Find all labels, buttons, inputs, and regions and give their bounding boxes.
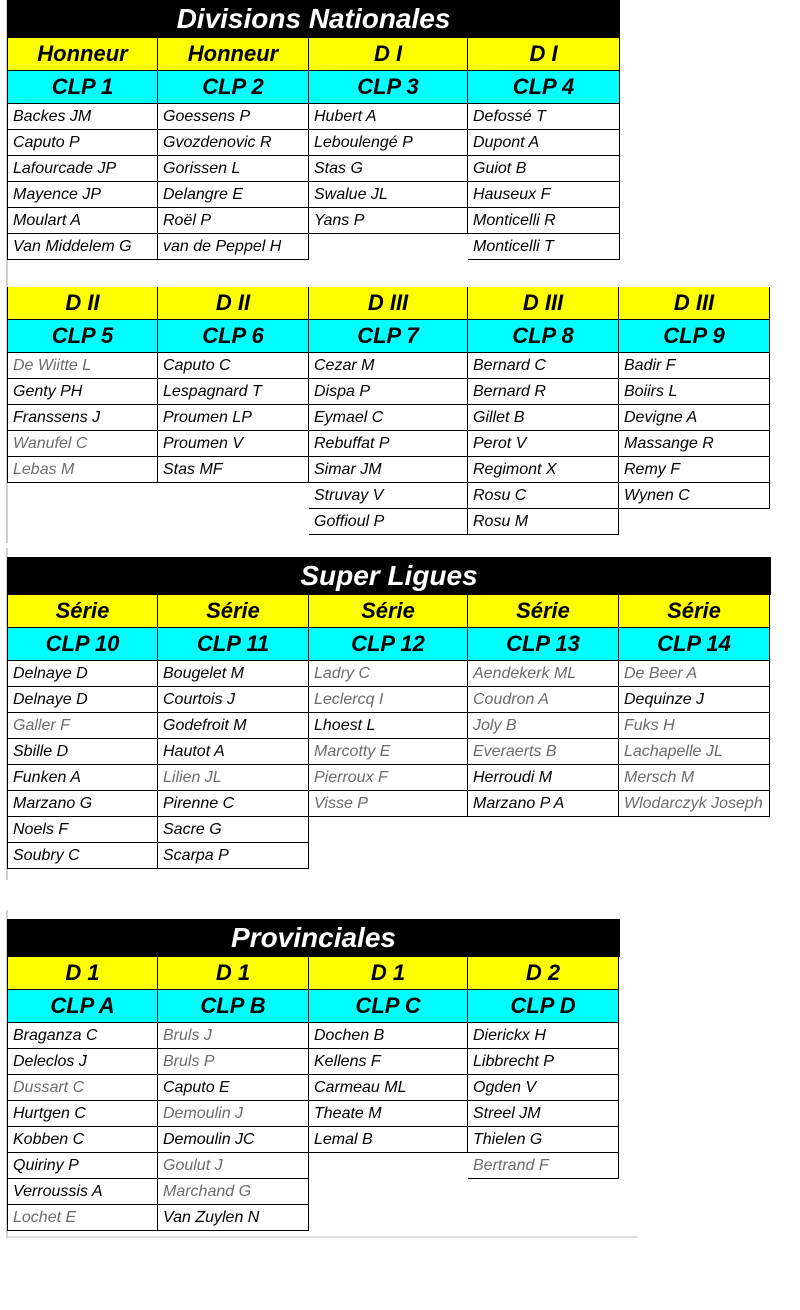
player-name: Sacre G bbox=[158, 817, 309, 843]
player-name: Streel JM bbox=[468, 1101, 619, 1127]
player-name: Marchand G bbox=[158, 1179, 309, 1205]
clp-header-row bbox=[7, 320, 770, 353]
player-name: Stas G bbox=[309, 156, 468, 182]
player-name: Herroudi M bbox=[468, 765, 619, 791]
section-title: Super Ligues bbox=[7, 557, 771, 595]
player-name: Franssens J bbox=[7, 405, 158, 431]
division-level-cell: D III bbox=[619, 287, 770, 320]
division-level-cell: D I bbox=[309, 38, 468, 71]
names-body bbox=[7, 104, 620, 260]
names-column bbox=[158, 353, 309, 483]
player-name: Wlodarczyk Joseph bbox=[619, 791, 770, 817]
section-title: Divisions Nationales bbox=[7, 0, 620, 38]
names-body bbox=[7, 1023, 620, 1231]
division-level-cell: Honneur bbox=[158, 38, 309, 71]
level-header-row bbox=[7, 287, 770, 320]
division-level-cell: D 1 bbox=[309, 957, 468, 990]
division-level-cell: Série bbox=[158, 595, 309, 628]
names-column bbox=[468, 353, 619, 535]
player-name: Defossé T bbox=[468, 104, 620, 130]
names-column bbox=[158, 1023, 309, 1231]
player-name: Bruls J bbox=[158, 1023, 309, 1049]
player-name: Caputo P bbox=[7, 130, 158, 156]
player-name: Boiirs L bbox=[619, 379, 770, 405]
clp-header-row bbox=[7, 990, 620, 1023]
player-name: Theate M bbox=[309, 1101, 468, 1127]
player-name: Dussart C bbox=[7, 1075, 158, 1101]
player-name: Van Middelem G bbox=[7, 234, 158, 260]
clp-cell: CLP A bbox=[7, 990, 158, 1023]
player-name: Bernard R bbox=[468, 379, 619, 405]
player-name: Stas MF bbox=[158, 457, 309, 483]
division-level-cell: D II bbox=[158, 287, 309, 320]
player-name: Wanufel C bbox=[7, 431, 158, 457]
section-provinciales bbox=[7, 919, 620, 1231]
player-name: Lochet E bbox=[7, 1205, 158, 1231]
division-level-cell: Honneur bbox=[7, 38, 158, 71]
clp-cell: CLP 10 bbox=[7, 628, 158, 661]
player-name: Marzano P A bbox=[468, 791, 619, 817]
clp-cell: CLP C bbox=[309, 990, 468, 1023]
player-name: Verroussis A bbox=[7, 1179, 158, 1205]
player-name: Gorissen L bbox=[158, 156, 309, 182]
section-divisions-nationales bbox=[7, 0, 620, 260]
player-name: Dupont A bbox=[468, 130, 620, 156]
player-name: Bruls P bbox=[158, 1049, 309, 1075]
player-name: Rosu M bbox=[468, 509, 619, 535]
names-column bbox=[468, 104, 620, 260]
clp-cell: CLP 1 bbox=[7, 71, 158, 104]
names-column bbox=[7, 1023, 158, 1231]
player-name: Wynen C bbox=[619, 483, 770, 509]
player-name: Regimont X bbox=[468, 457, 619, 483]
names-column bbox=[7, 353, 158, 483]
section-super-ligues bbox=[7, 557, 771, 869]
player-name: Eymael C bbox=[309, 405, 468, 431]
player-name: Hauseux F bbox=[468, 182, 620, 208]
player-name: Coudron A bbox=[468, 687, 619, 713]
player-name: Badir F bbox=[619, 353, 770, 379]
player-name: Bernard C bbox=[468, 353, 619, 379]
player-name: Marzano G bbox=[7, 791, 158, 817]
player-name: Hurtgen C bbox=[7, 1101, 158, 1127]
player-name: Struvay V bbox=[309, 483, 468, 509]
player-name: Rebuffat P bbox=[309, 431, 468, 457]
player-name: Dochen B bbox=[309, 1023, 468, 1049]
player-name: Leclercq I bbox=[309, 687, 468, 713]
player-name: Roël P bbox=[158, 208, 309, 234]
player-name: Delnaye D bbox=[7, 687, 158, 713]
names-column bbox=[7, 104, 158, 260]
player-name: Godefroit M bbox=[158, 713, 309, 739]
player-name: Cezar M bbox=[309, 353, 468, 379]
clp-header-row bbox=[7, 628, 771, 661]
clp-cell: CLP D bbox=[468, 990, 619, 1023]
division-level-cell: D I bbox=[468, 38, 620, 71]
player-name: Lhoest L bbox=[309, 713, 468, 739]
player-name: Aendekerk ML bbox=[468, 661, 619, 687]
player-name: Simar JM bbox=[309, 457, 468, 483]
player-name: Mayence JP bbox=[7, 182, 158, 208]
names-column bbox=[7, 661, 158, 869]
player-name: Quiriny P bbox=[7, 1153, 158, 1179]
player-name: Lemal B bbox=[309, 1127, 468, 1153]
names-column bbox=[309, 661, 468, 817]
clp-header-row bbox=[7, 71, 620, 104]
section-divisions-nationales-2 bbox=[7, 287, 770, 535]
names-column bbox=[158, 104, 309, 260]
names-column bbox=[309, 104, 468, 234]
player-name: Leboulengé P bbox=[309, 130, 468, 156]
player-name: Kellens F bbox=[309, 1049, 468, 1075]
clp-cell: CLP 4 bbox=[468, 71, 620, 104]
division-level-cell: D III bbox=[468, 287, 619, 320]
player-name: Dispa P bbox=[309, 379, 468, 405]
player-name: Caputo C bbox=[158, 353, 309, 379]
clp-cell: CLP 9 bbox=[619, 320, 770, 353]
names-column bbox=[309, 353, 468, 535]
player-name: Bertrand F bbox=[468, 1153, 619, 1179]
names-body bbox=[7, 353, 770, 535]
division-level-cell: Série bbox=[309, 595, 468, 628]
player-name: Noels F bbox=[7, 817, 158, 843]
player-name: Rosu C bbox=[468, 483, 619, 509]
player-name: Ladry C bbox=[309, 661, 468, 687]
player-name: Scarpa P bbox=[158, 843, 309, 869]
names-column bbox=[468, 1023, 619, 1179]
player-name: Visse P bbox=[309, 791, 468, 817]
player-name: Moulart A bbox=[7, 208, 158, 234]
player-name: Lachapelle JL bbox=[619, 739, 770, 765]
player-name: Joly B bbox=[468, 713, 619, 739]
player-name: Monticelli R bbox=[468, 208, 620, 234]
player-name: Carmeau ML bbox=[309, 1075, 468, 1101]
player-name: Swalue JL bbox=[309, 182, 468, 208]
player-name: van de Peppel H bbox=[158, 234, 309, 260]
clp-cell: CLP 11 bbox=[158, 628, 309, 661]
player-name: De Wiitte L bbox=[7, 353, 158, 379]
clp-cell: CLP 3 bbox=[309, 71, 468, 104]
player-name: Bougelet M bbox=[158, 661, 309, 687]
division-level-cell: D 1 bbox=[158, 957, 309, 990]
player-name: Braganza C bbox=[7, 1023, 158, 1049]
player-name: Guiot B bbox=[468, 156, 620, 182]
player-name: Dequinze J bbox=[619, 687, 770, 713]
player-name: Caputo E bbox=[158, 1075, 309, 1101]
player-name: Galler F bbox=[7, 713, 158, 739]
player-name: Funken A bbox=[7, 765, 158, 791]
player-name: Demoulin J bbox=[158, 1101, 309, 1127]
clp-cell: CLP 8 bbox=[468, 320, 619, 353]
player-name: Monticelli T bbox=[468, 234, 620, 260]
player-name: Lebas M bbox=[7, 457, 158, 483]
level-header-row bbox=[7, 957, 620, 990]
player-name: Delnaye D bbox=[7, 661, 158, 687]
division-level-cell: D III bbox=[309, 287, 468, 320]
player-name: Backes JM bbox=[7, 104, 158, 130]
player-name: Lespagnard T bbox=[158, 379, 309, 405]
player-name: Van Zuylen N bbox=[158, 1205, 309, 1231]
player-name: Proumen LP bbox=[158, 405, 309, 431]
player-name: Gillet B bbox=[468, 405, 619, 431]
player-name: Everaerts B bbox=[468, 739, 619, 765]
clp-cell: CLP 7 bbox=[309, 320, 468, 353]
player-name: Sbille D bbox=[7, 739, 158, 765]
division-level-cell: D 2 bbox=[468, 957, 619, 990]
player-name: Perot V bbox=[468, 431, 619, 457]
player-name: Mersch M bbox=[619, 765, 770, 791]
names-column bbox=[158, 661, 309, 869]
clp-cell: CLP 12 bbox=[309, 628, 468, 661]
names-column bbox=[619, 353, 770, 509]
names-body bbox=[7, 661, 771, 869]
player-name: Kobben C bbox=[7, 1127, 158, 1153]
player-name: Thielen G bbox=[468, 1127, 619, 1153]
player-name: Dierickx H bbox=[468, 1023, 619, 1049]
division-level-cell: D II bbox=[7, 287, 158, 320]
player-name: Pierroux F bbox=[309, 765, 468, 791]
player-name: Genty PH bbox=[7, 379, 158, 405]
player-name: Yans P bbox=[309, 208, 468, 234]
player-name: Demoulin JC bbox=[158, 1127, 309, 1153]
names-column bbox=[619, 661, 770, 817]
player-name: Fuks H bbox=[619, 713, 770, 739]
player-name: Hubert A bbox=[309, 104, 468, 130]
player-name: Lafourcade JP bbox=[7, 156, 158, 182]
level-header-row bbox=[7, 595, 771, 628]
player-name: Pirenne C bbox=[158, 791, 309, 817]
player-name: Libbrecht P bbox=[468, 1049, 619, 1075]
division-level-cell: Série bbox=[7, 595, 158, 628]
player-name: De Beer A bbox=[619, 661, 770, 687]
bottom-rule bbox=[8, 1236, 638, 1238]
player-name: Remy F bbox=[619, 457, 770, 483]
player-name: Delangre E bbox=[158, 182, 309, 208]
player-name: Gvozdenovic R bbox=[158, 130, 309, 156]
level-header-row bbox=[7, 38, 620, 71]
names-column bbox=[468, 661, 619, 817]
clp-cell: CLP 5 bbox=[7, 320, 158, 353]
player-name: Courtois J bbox=[158, 687, 309, 713]
clp-cell: CLP B bbox=[158, 990, 309, 1023]
clp-cell: CLP 6 bbox=[158, 320, 309, 353]
player-name: Goffioul P bbox=[309, 509, 468, 535]
player-name: Ogden V bbox=[468, 1075, 619, 1101]
player-name: Massange R bbox=[619, 431, 770, 457]
division-level-cell: D 1 bbox=[7, 957, 158, 990]
player-name: Devigne A bbox=[619, 405, 770, 431]
player-name: Goessens P bbox=[158, 104, 309, 130]
player-name: Marcotty E bbox=[309, 739, 468, 765]
division-level-cell: Série bbox=[619, 595, 770, 628]
player-name: Hautot A bbox=[158, 739, 309, 765]
player-name: Deleclos J bbox=[7, 1049, 158, 1075]
names-column bbox=[309, 1023, 468, 1153]
clp-cell: CLP 14 bbox=[619, 628, 770, 661]
division-level-cell: Série bbox=[468, 595, 619, 628]
player-name: Proumen V bbox=[158, 431, 309, 457]
clp-cell: CLP 2 bbox=[158, 71, 309, 104]
section-title: Provinciales bbox=[7, 919, 620, 957]
player-name: Goulut J bbox=[158, 1153, 309, 1179]
clp-cell: CLP 13 bbox=[468, 628, 619, 661]
player-name: Soubry C bbox=[7, 843, 158, 869]
player-name: Lilien JL bbox=[158, 765, 309, 791]
